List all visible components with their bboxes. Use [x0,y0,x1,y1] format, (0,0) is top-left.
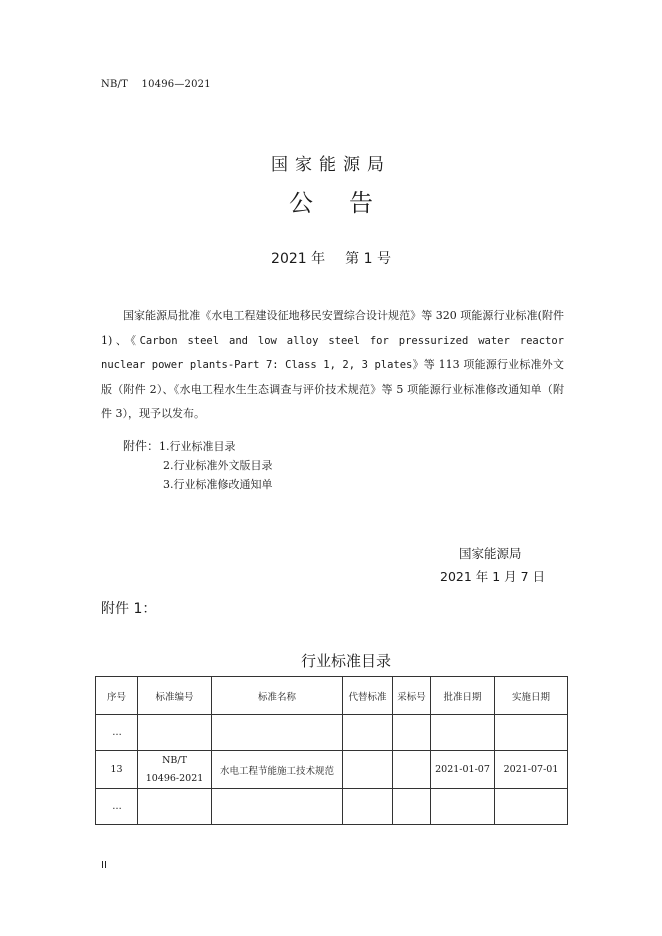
attachment-item: 3.行业标准修改通知单 [163,478,273,491]
attachment-item: 1.行业标准目录 [159,440,236,453]
notice-year: 2021 年 [271,251,326,267]
standards-table [95,676,568,825]
body-part-1: 国家能源局批准《水电工程建设征地移民安置综合设计规范》等 320 项能源行业标准(附件 1)、《 [101,309,564,347]
header-effective: 实施日期 [495,677,568,715]
cell-code-line1: NB/T [162,754,187,766]
ellipsis-cell: … [96,715,138,751]
table-cell [431,789,495,825]
table-cell [393,789,431,825]
header-replaces: 代替标准 [343,677,393,715]
header-adopted: 采标号 [393,677,431,715]
cell-effective: 2021-07-01 [495,751,568,789]
cell-seq: 13 [96,751,138,789]
notice-body [101,304,564,427]
header-seq: 序号 [96,677,138,715]
table-row [96,789,568,825]
header-name: 标准名称 [212,677,343,715]
cell-code [138,751,212,789]
cell-name: 水电工程节能施工技术规范 [212,751,343,789]
table-cell [138,789,212,825]
table-cell [393,715,431,751]
ellipsis-cell: … [96,789,138,825]
attachment-item: 2.行业标准外文版目录 [163,459,273,472]
notice-seq: 第 1 号 [345,251,391,267]
issuer-title: 国家能源局 [271,155,391,175]
table-row [96,751,568,789]
table-cell [343,715,393,751]
cell-replaces [343,751,393,789]
header-code: 标准编号 [138,677,212,715]
table-cell [431,715,495,751]
body-english-title: Carbon steel and low alloy steel for pressurized water reactor nuclear power plants-Part 7: Class 1, 2, 3 plates [101,334,564,372]
signature-date: 2021 年 1 月 7 日 [440,569,546,584]
cell-approved: 2021-01-07 [431,751,495,789]
cell-adopted [393,751,431,789]
signature-org: 国家能源局 [459,546,522,561]
table-cell [495,789,568,825]
attachment-lead: 附件： [123,439,160,453]
table-row [96,715,568,751]
notice-number [0,248,662,268]
table-cell [343,789,393,825]
table-cell [138,715,212,751]
table-title: 行业标准目录 [300,652,391,670]
header-approved: 批准日期 [431,677,495,715]
table-cell [212,715,343,751]
table-cell [212,789,343,825]
document-code: NB/T 10496—2021 [101,79,211,90]
attachment-list [123,437,273,494]
page-number: II [101,860,107,871]
appendix-label: 附件 1： [101,601,157,617]
table-cell [495,715,568,751]
table-header-row [96,677,568,715]
cell-code-line2: 10496-2021 [145,772,204,784]
notice-title: 公告 [289,189,409,217]
body-part-2: 》等 113 项能源行业标准外文版（附件 2）、《水电工程水生生态调查与评价技术规范》等 5 项能源行业标准修改通知单（附件 3），现予以发布。 [101,358,564,421]
